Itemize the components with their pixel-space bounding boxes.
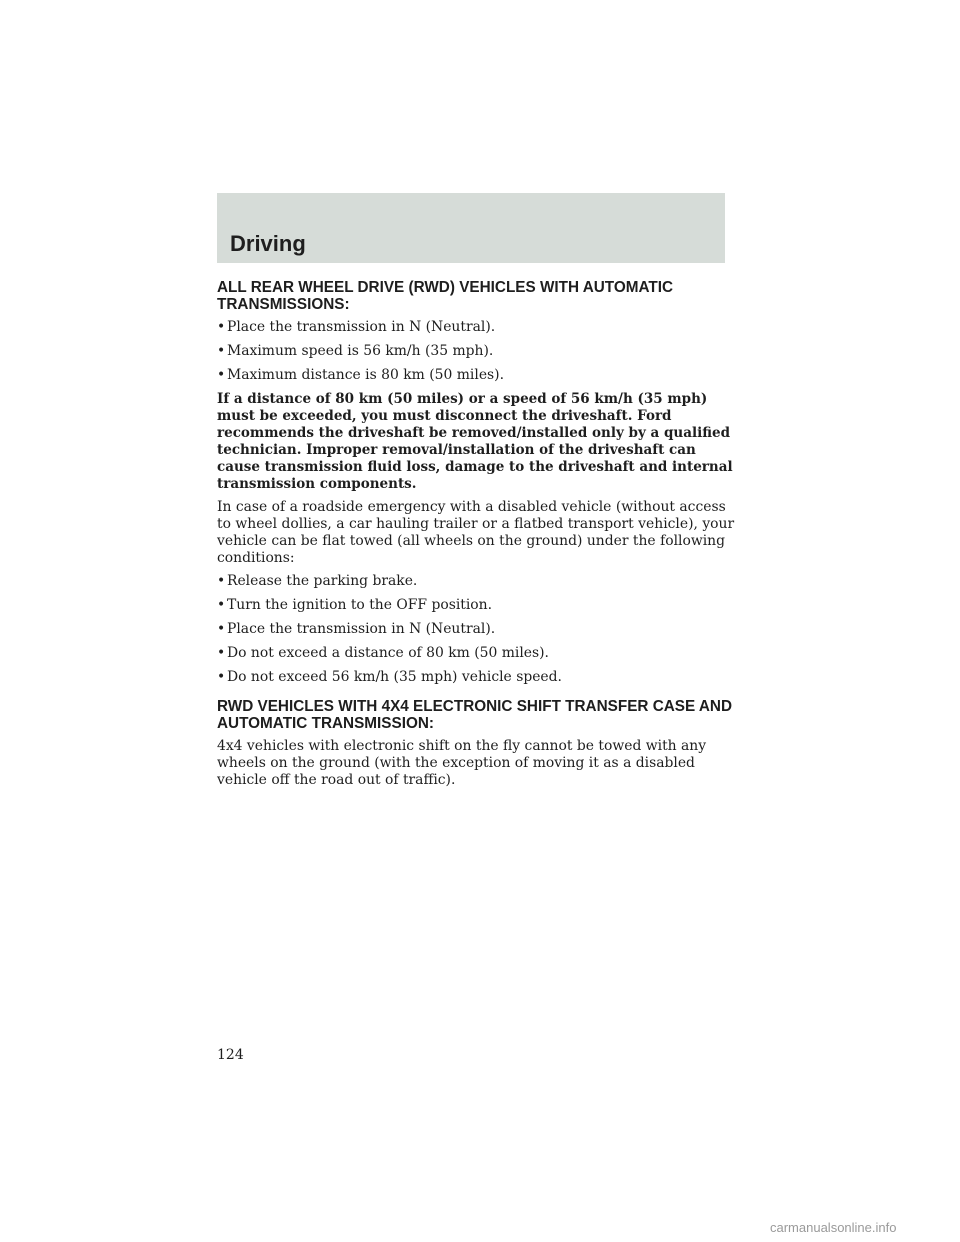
bullet-icon: • [217,367,226,383]
list-item [217,645,737,662]
bullet-icon: • [217,621,226,637]
list-item-text: Place the transmission in N (Neutral). [227,319,496,335]
page-content [217,279,737,795]
list-item-text: Turn the ignition to the OFF position. [227,597,493,613]
list-item-text: Do not exceed 56 km/h (35 mph) vehicle speed. [227,669,562,685]
list-item-text: Release the parking brake. [227,573,418,589]
list-item-text: Place the transmission in N (Neutral). [227,621,496,637]
section-header-band [217,193,725,263]
section-title: Driving [230,231,306,256]
bullet-list-emergency [217,573,737,686]
list-item-text: Maximum speed is 56 km/h (35 mph). [227,343,494,359]
page-number: 124 [217,1047,244,1063]
bullet-icon: • [217,669,226,685]
bullet-icon: • [217,645,226,661]
list-item-text: Maximum distance is 80 km (50 miles). [227,367,505,383]
list-item [217,597,737,614]
heading-rwd-automatic: ALL REAR WHEEL DRIVE (RWD) VEHICLES WITH AUTOMATIC TRANSMISSIONS: [217,279,674,313]
heading-rwd-4x4: RWD VEHICLES WITH 4X4 ELECTRONIC SHIFT TRANSFER CASE AND AUTOMATIC TRANSMISSION: [217,698,733,732]
list-item [217,367,737,384]
list-item [217,343,737,360]
bullet-icon: • [217,343,226,359]
list-item [217,669,737,686]
list-item [217,319,737,336]
driveshaft-warning: If a distance of 80 km (50 miles) or a speed of 56 km/h (35 mph) must be exceeded, you must disconnect the driveshaft. Ford recommends the driveshaft be removed/installed only by a qualified technician. Improper removal/installation of the driveshaft can cause transmission fluid loss, damage to the driveshaft and internal transmission components. [217,391,733,492]
emergency-intro: In case of a roadside emergency with a disabled vehicle (without access to wheel dollies, a car hauling trailer or a flatbed transport vehicle), your vehicle can be flat towed (all wheels on the ground) under the following conditions: [217,499,735,566]
bullet-icon: • [217,597,226,613]
list-item-text: Do not exceed a distance of 80 km (50 miles). [227,645,549,661]
4x4-body-text: 4x4 vehicles with electronic shift on the fly cannot be towed with any wheels on the ground (with the exception of moving it as a disabled vehicle off the road out of traffic). [217,738,707,788]
watermark: carmanualsonline.info [770,1220,897,1235]
list-item [217,573,737,590]
bullet-icon: • [217,319,226,335]
bullet-icon: • [217,573,226,589]
bullet-list-rwd-automatic [217,319,737,384]
list-item [217,621,737,638]
